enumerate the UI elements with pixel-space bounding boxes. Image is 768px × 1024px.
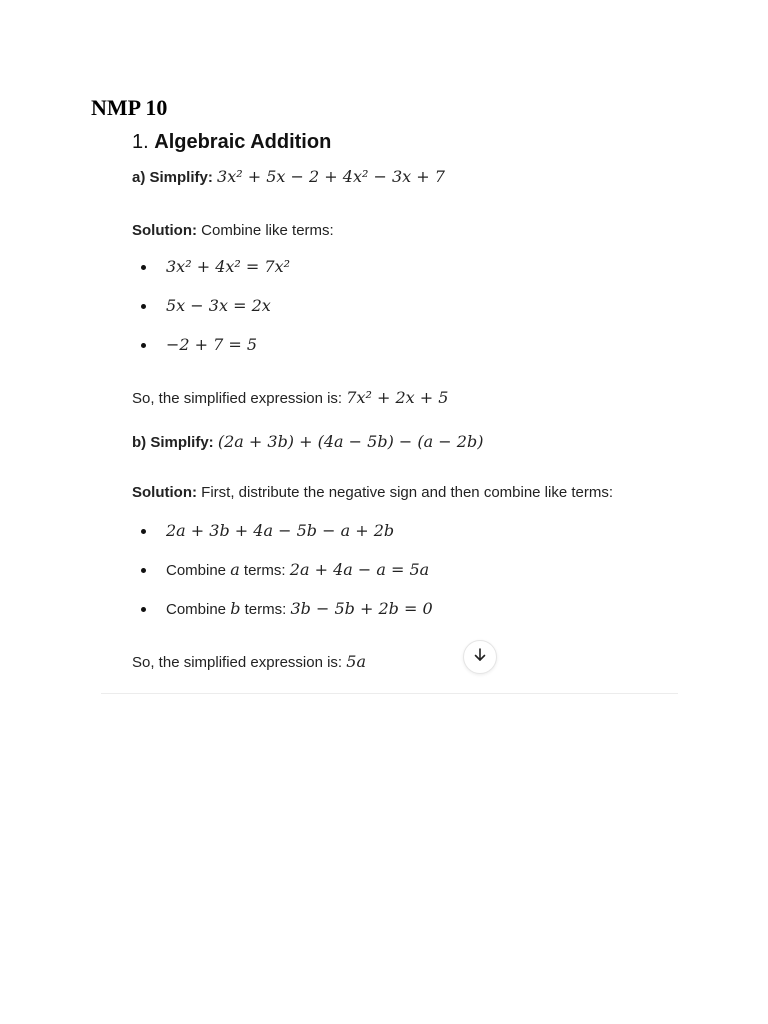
bullet-dot bbox=[141, 529, 146, 534]
part-b-label: b) Simplify: bbox=[132, 434, 214, 451]
part-a-result-text: So, the simplified expression is: bbox=[132, 390, 343, 407]
part-b-bullet-3-var: b bbox=[230, 599, 241, 618]
part-b-bullet-2-prefix: Combine bbox=[166, 562, 231, 579]
list-item bbox=[132, 521, 692, 542]
list-item bbox=[132, 560, 692, 581]
part-b-bullet-list bbox=[132, 521, 692, 620]
arrow-down-icon bbox=[472, 647, 488, 668]
list-item bbox=[132, 296, 692, 317]
part-a-bullet-3: −2 + 7 = 5 bbox=[166, 335, 258, 354]
part-b-solution-text: First, distribute the negative sign and then combine like terms: bbox=[201, 484, 614, 501]
part-a-bullet-2: 5x − 3x = 2x bbox=[166, 296, 271, 315]
list-item bbox=[132, 257, 692, 278]
part-b-bullet-3-suffix: terms: bbox=[240, 601, 291, 618]
part-b-solution-label: Solution: bbox=[132, 484, 197, 501]
part-a-result bbox=[132, 388, 692, 409]
bullet-dot bbox=[141, 304, 146, 309]
section-number: 1. bbox=[132, 131, 149, 153]
part-a-solution bbox=[132, 221, 692, 241]
page-title: NMP 10 bbox=[91, 95, 168, 120]
bullet-dot bbox=[141, 607, 146, 612]
part-b-bullet-3-prefix: Combine bbox=[166, 601, 231, 618]
part-a-bullet-list bbox=[132, 257, 692, 356]
part-a-expression: 3x² + 5x − 2 + 4x² − 3x + 7 bbox=[217, 167, 445, 186]
bullet-dot bbox=[141, 568, 146, 573]
part-b-result-expression: 5a bbox=[346, 652, 366, 671]
list-item bbox=[132, 599, 692, 620]
part-b-bullet-3-math: 3b − 5b + 2b = 0 bbox=[290, 599, 433, 618]
part-a-solution-label: Solution: bbox=[132, 222, 197, 239]
scroll-down-button[interactable] bbox=[463, 640, 497, 674]
part-b-result-text: So, the simplified expression is: bbox=[132, 654, 343, 671]
part-b-solution bbox=[132, 483, 692, 503]
bullet-dot bbox=[141, 265, 146, 270]
part-b-bullet-2-var: a bbox=[230, 560, 240, 579]
divider bbox=[101, 693, 678, 694]
list-item bbox=[132, 335, 692, 356]
section-title bbox=[132, 131, 692, 154]
part-a-solution-text: Combine like terms: bbox=[201, 222, 334, 239]
part-b-prompt bbox=[132, 432, 692, 453]
part-a-label: a) Simplify: bbox=[132, 169, 213, 186]
part-a-bullet-1: 3x² + 4x² = 7x² bbox=[166, 257, 291, 276]
section-title-text: Algebraic Addition bbox=[154, 131, 332, 153]
answer-content bbox=[132, 128, 692, 673]
part-a-prompt bbox=[132, 167, 692, 188]
bullet-dot bbox=[141, 343, 146, 348]
part-b-bullet-2-math: 2a + 4a − a = 5a bbox=[289, 560, 430, 579]
part-b-bullet-2-suffix: terms: bbox=[239, 562, 290, 579]
part-b-result bbox=[132, 652, 692, 673]
part-b-bullet-1: 2a + 3b + 4a − 5b − a + 2b bbox=[166, 521, 395, 540]
part-a-result-expression: 7x² + 2x + 5 bbox=[346, 388, 449, 407]
part-b-expression: (2a + 3b) + (4a − 5b) − (a − 2b) bbox=[217, 432, 484, 451]
